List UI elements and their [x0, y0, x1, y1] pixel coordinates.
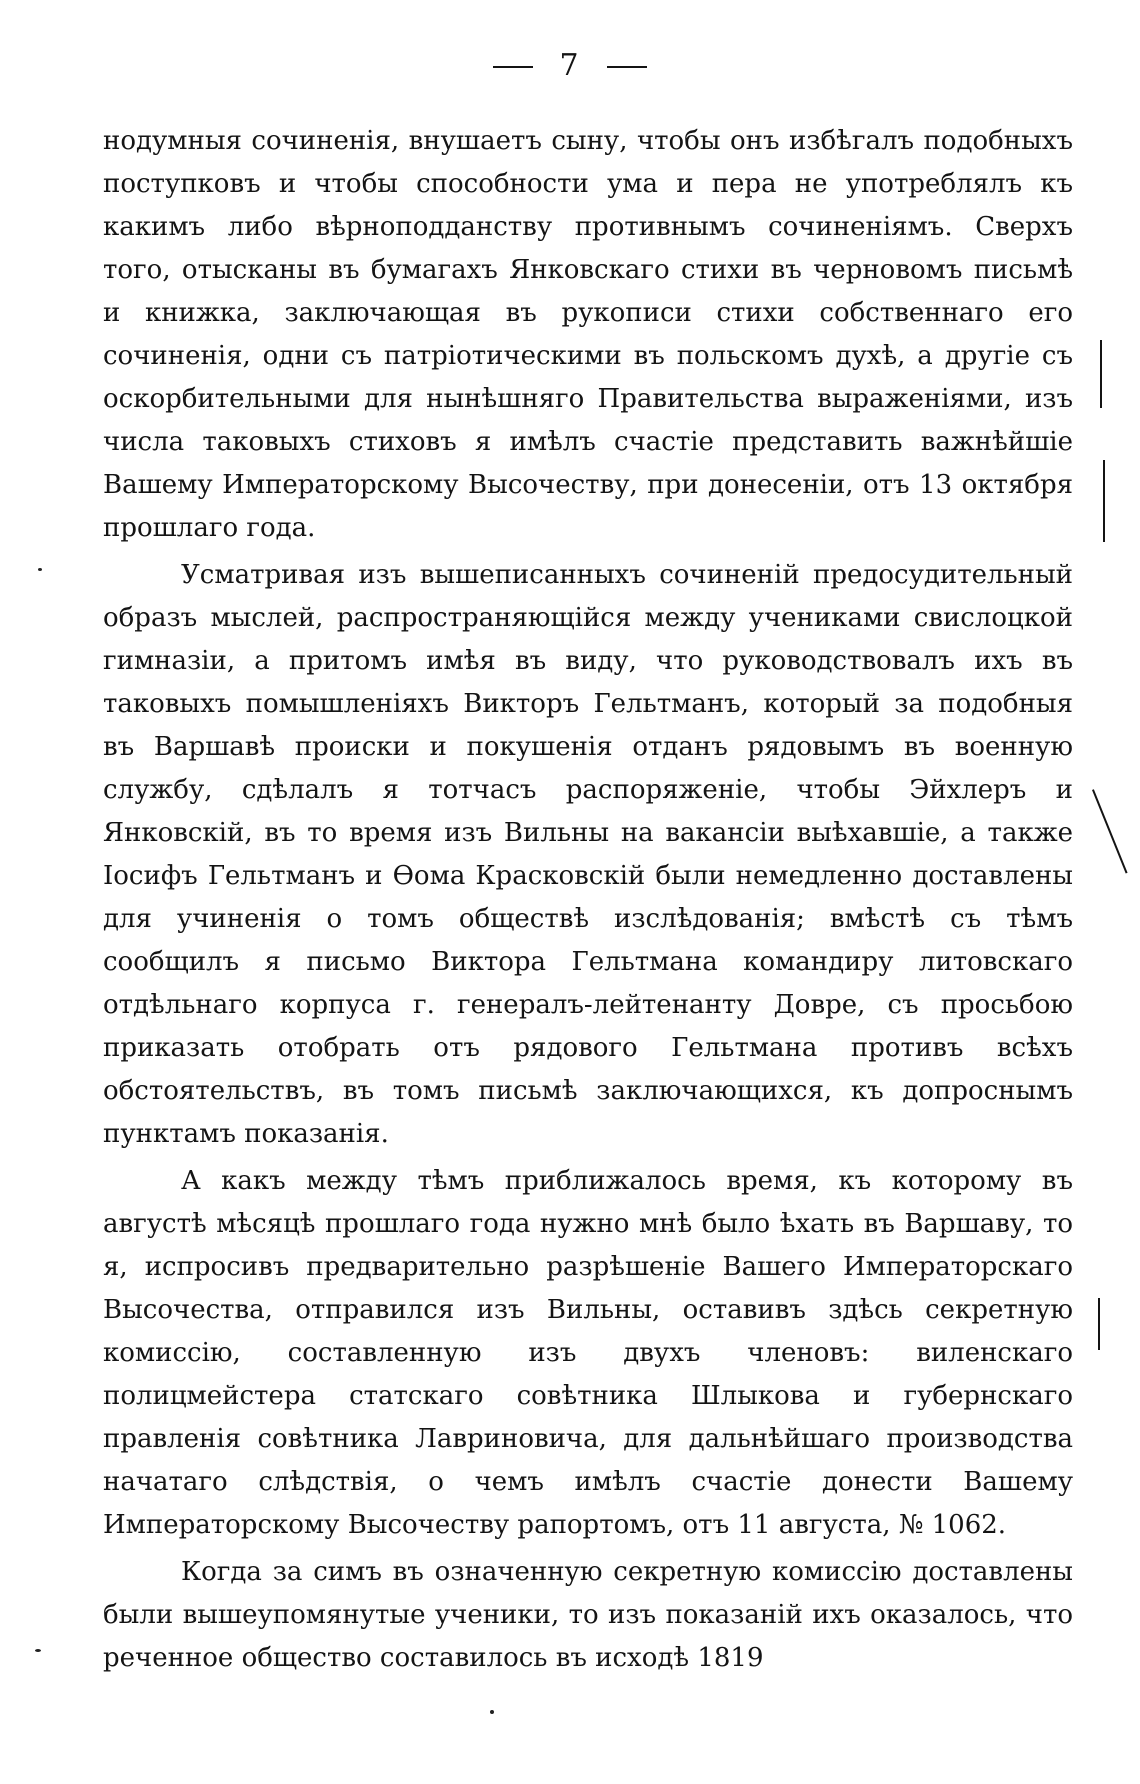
body-text [103, 120, 1073, 1680]
paragraph-4: Когда за симъ въ означенную секретную комиссію доставлены были вышеупомянутые ученики, то изъ показаній ихъ оказалось, что реченное общество составилось въ исходѣ 1819 [103, 1557, 1073, 1673]
page-number [0, 48, 1140, 83]
page-number-value: 7 [559, 48, 581, 83]
paragraph-3: А какъ между тѣмъ приближалось время, къ которому въ августѣ мѣсяцѣ прошлаго года нужно мнѣ было ѣхать въ Варшаву, то я, испросивъ предварительно разрѣшеніе Вашего Императорскаго Высочества, отправился изъ Вильны, оставивъ здѣсь секретную комиссію, составленную изъ двухъ членовъ: виленскаго полицмейстера статскаго совѣтника Шлыкова и губернскаго правленія совѣтника Лавриновича, для дальнѣйшаго производства начатаго слѣдствія, о чемъ имѣлъ счастіе донести Вашему Императорскому Высочеству рапортомъ, отъ 11 августа, № 1062. [103, 1166, 1073, 1540]
margin-mark-1 [1100, 340, 1102, 408]
margin-mark-2 [1103, 460, 1105, 542]
margin-mark-3 [1092, 789, 1128, 873]
page-number-dash-right [607, 66, 647, 68]
paragraph-2: Усматривая изъ вышеписанныхъ сочиненій предосудительный образъ мыслей, распространяющійся между учениками свислоцкой гимназіи, а притомъ имѣя въ виду, что руководствовалъ ихъ въ таковыхъ помышленіяхъ Викторъ Гельтманъ, который за подобныя въ Варшавѣ происки и покушенія отданъ рядовымъ въ военную службу, сдѣлалъ я тотчасъ распоряженіе, чтобы Эйхлеръ и Янковскій, въ то время изъ Вильны на вакансіи выѣхавшіе, а также Іосифъ Гельтманъ и Ѳома Красковскій были немедленно доставлены для учиненія о томъ обществѣ изслѣдованія; вмѣстѣ съ тѣмъ сообщилъ я письмо Виктора Гельтмана командиру литовскаго отдѣльнаго корпуса г. генералъ-лейтенанту Довре, съ просьбою приказать отобрать отъ рядового Гельтмана противъ всѣхъ обстоятельствъ, въ томъ письмѣ заключающихся, къ допроснымъ пунктамъ показанія. [103, 560, 1073, 1149]
paragraph-1: нодумныя сочиненія, внушаетъ сыну, чтобы онъ избѣгалъ подобныхъ поступковъ и чтобы способности ума и пера не употреблялъ къ какимъ либо вѣрноподданству противнымъ сочиненіямъ. Сверхъ того, отысканы въ бумагахъ Янковскаго стихи въ черновомъ письмѣ и книжка, заключающая въ рукописи стихи собственнаго его сочиненія, одни съ патріотическими въ польскомъ духѣ, а другіе съ оскорбительными для нынѣшняго Правительства выраженіями, изъ числа таковыхъ стиховъ я имѣлъ счастіе представить важнѣйшіе Вашему Императорскому Высочеству, при донесеніи, отъ 13 октября прошлаго года. [103, 126, 1073, 543]
speck-2 [35, 1649, 41, 1652]
speck-1 [38, 568, 42, 571]
margin-mark-4 [1098, 1298, 1100, 1350]
page-number-dash-left [493, 66, 533, 68]
speck-3 [490, 1710, 494, 1714]
